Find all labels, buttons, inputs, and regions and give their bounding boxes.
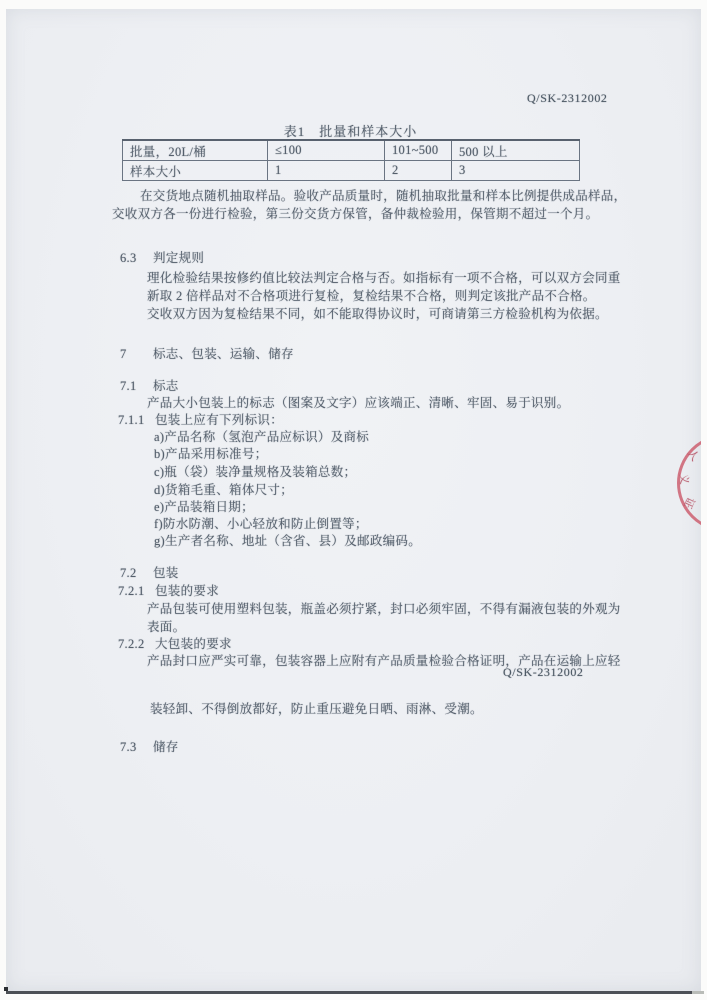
- section-title: 标志: [153, 379, 179, 393]
- section-7-2-heading: [120, 563, 179, 581]
- table-cell: 3: [452, 161, 580, 181]
- section-7-heading: [120, 344, 294, 362]
- table-cell: 样本大小: [123, 161, 268, 181]
- red-seal-character: 人: [684, 447, 701, 464]
- section-title: 包装上应有下列标识：: [155, 413, 284, 427]
- doc-code-header: Q/SK-2312002: [527, 91, 608, 105]
- list-item: c)瓶（袋）装净量规格及装箱总数；: [154, 465, 357, 479]
- section-7-2-2-line1: 产品封口应严实可靠，包装容器上应附有产品质量检验合格证明，产品在运输上应轻: [147, 654, 621, 668]
- section-number: 7.1: [120, 379, 137, 393]
- list-item: d)货箱毛重、箱体尺寸；: [154, 483, 294, 497]
- table-cell: 2: [385, 161, 452, 181]
- section-number: 7.2.2: [118, 637, 145, 651]
- section-6-3-line1: 理化检验结果按修约值比较法判定合格与否。如指标有一项不合格，可以双方会同重: [147, 271, 621, 285]
- section-number: 7: [120, 347, 127, 361]
- section-number: 6.3: [120, 251, 137, 265]
- section-title: 大包装的要求: [155, 637, 232, 651]
- sample-size-table: [122, 139, 580, 181]
- section-7-1-1-heading: [118, 410, 283, 428]
- section-title: 包装: [153, 566, 179, 580]
- section-number: 7.2: [120, 566, 137, 580]
- list-item: f)防水防潮、小心轻放和防止倒置等；: [154, 517, 368, 531]
- section-7-2-2-heading: [118, 634, 232, 652]
- section-number: 7.2.1: [118, 584, 145, 598]
- red-seal-character: 义: [677, 473, 690, 486]
- scan-edge-line: [6, 991, 692, 994]
- list-item: b)产品采用标准号；: [154, 447, 268, 461]
- table-cell: 101~500: [385, 140, 452, 161]
- section-7-2-2-line2: 装轻卸、不得倒放都好，防止重压避免日晒、雨淋、受潮。: [150, 702, 483, 716]
- doc-code-mid: Q/SK-2312002: [503, 665, 584, 679]
- red-seal-character: 证: [680, 495, 697, 511]
- section-title: 标志、包装、运输、储存: [153, 347, 294, 361]
- section-7-1-heading: [120, 376, 179, 394]
- section-7-2-1-line1: 产品包装可使用塑料包装，瓶盖必须拧紧，封口必须牢固，不得有漏液包装的外观为: [147, 602, 621, 616]
- section-7-3-heading: [120, 737, 179, 755]
- section-6-3-line3: 交收双方因为复检结果不同，如不能取得协议时，可商请第三方检验机构为依据。: [147, 307, 608, 321]
- sampling-paragraph-line1: 在交货地点随机抽取样品。验收产品质量时，随机抽取批量和样本比例提供成品样品，: [140, 189, 627, 203]
- scan-edge-line-tail: [692, 991, 704, 994]
- table-cell: 批量，20L/桶: [123, 140, 268, 161]
- table-cell: 1: [268, 161, 385, 181]
- section-number: 7.1.1: [118, 413, 145, 427]
- scan-speck: [4, 987, 8, 991]
- sampling-paragraph-line2: 交收双方各一份进行检验，第三份交货方保管，备仲裁检验用，保管期不超过一个月。: [112, 207, 599, 221]
- section-title: 储存: [153, 740, 179, 754]
- table-row: [123, 140, 580, 161]
- section-title: 包装的要求: [155, 584, 220, 598]
- section-7-2-1-line2: 表面。: [147, 620, 186, 634]
- section-title: 判定规则: [153, 251, 205, 265]
- list-item: a)产品名称（氢泡产品应标识）及商标: [154, 430, 370, 444]
- scanned-page: [6, 9, 701, 991]
- list-item: e)产品装箱日期；: [154, 500, 254, 514]
- section-7-1-body: 产品大小包装上的标志（图案及文字）应该端正、清晰、牢固、易于识别。: [147, 396, 570, 410]
- section-6-3-heading: [120, 248, 204, 266]
- list-item: g)生产者名称、地址（含省、县）及邮政编码。: [154, 534, 422, 548]
- section-number: 7.3: [120, 740, 137, 754]
- table-row: [123, 161, 580, 181]
- table-cell: 500 以上: [452, 140, 580, 161]
- table-title: 表1 批量和样本大小: [283, 124, 418, 139]
- table-cell: ≤100: [268, 140, 385, 161]
- section-7-2-1-heading: [118, 581, 219, 599]
- section-6-3-line2: 新取 2 倍样品对不合格项进行复检，复检结果不合格，则判定该批产品不合格。: [147, 289, 596, 303]
